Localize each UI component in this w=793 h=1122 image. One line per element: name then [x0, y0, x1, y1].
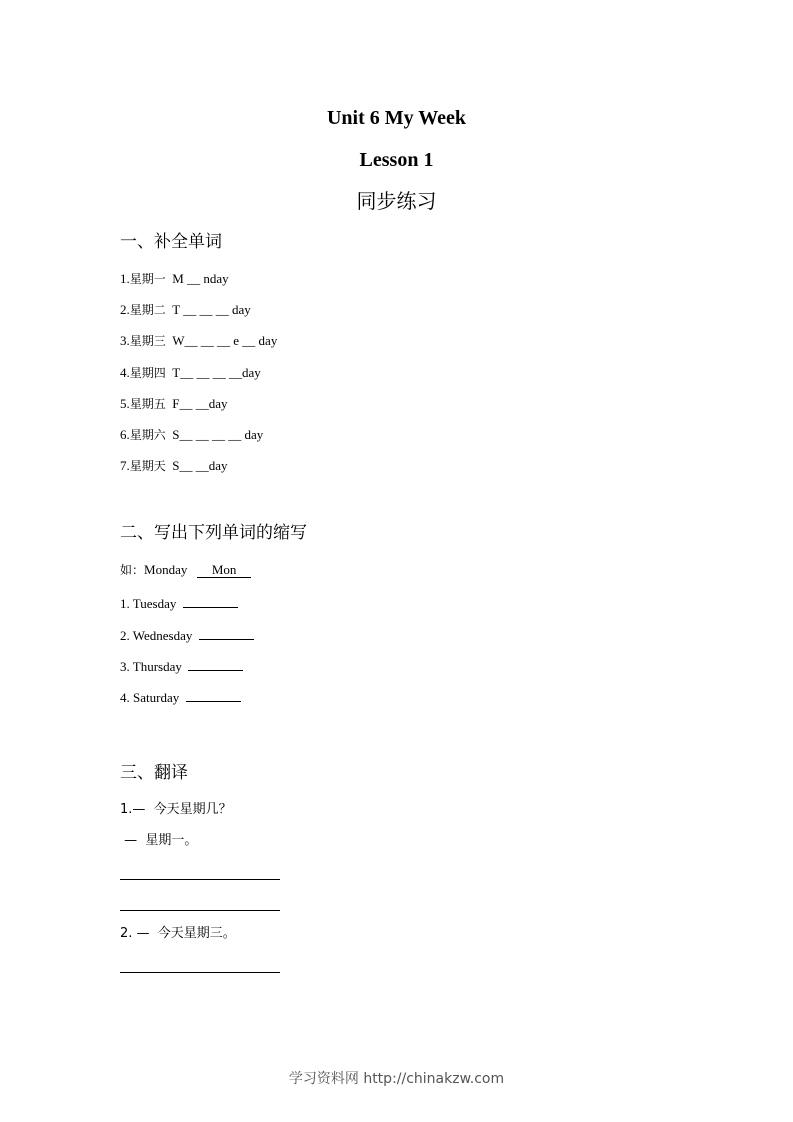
list-item: 6.星期六 S__ __ __ __ day [120, 427, 264, 442]
section3-heading: 三、翻译 [120, 763, 188, 783]
example-line: 如：Monday Mon [120, 562, 251, 578]
list-item: 2.星期二 T __ __ __ day [120, 302, 251, 317]
list-item: 4.星期四 T__ __ __ __day [120, 365, 261, 380]
list-item: 5.星期五 F__ __day [120, 396, 228, 411]
list-item: 4. Saturday [120, 687, 241, 706]
page-title: Unit 6 My Week [326, 107, 467, 129]
answer-blank[interactable] [199, 625, 254, 640]
answer-blank[interactable] [183, 593, 238, 608]
answer-blank[interactable] [188, 656, 243, 671]
example-answer: Mon [197, 563, 251, 578]
list-item: 2. Wednesday [120, 625, 254, 644]
answer-line[interactable] [120, 910, 280, 911]
list-item: 1.星期一 M __ nday [120, 271, 229, 286]
translation-question-1: 1.— 今天星期几？ [120, 802, 232, 817]
lesson-title: Lesson 1 [359, 149, 434, 171]
translation-question-2: 2. — 今天星期三。 [120, 926, 236, 941]
section1-heading: 一、补全单词 [120, 232, 222, 252]
answer-line[interactable] [120, 972, 280, 973]
list-item: 3.星期三 W__ __ __ e __ day [120, 333, 278, 348]
list-item: 7.星期天 S__ __day [120, 458, 228, 473]
footer-watermark: 学习资料网 http://chinakzw.com [288, 1071, 505, 1087]
translation-answer-1: — 星期一。 [120, 833, 198, 848]
page-subtitle: 同步练习 [356, 189, 437, 213]
list-item: 3. Thursday [120, 656, 243, 675]
answer-blank[interactable] [186, 687, 241, 702]
list-item: 1. Tuesday [120, 593, 238, 612]
section2-heading: 二、写出下列单词的缩写 [120, 523, 307, 543]
answer-line[interactable] [120, 879, 280, 880]
